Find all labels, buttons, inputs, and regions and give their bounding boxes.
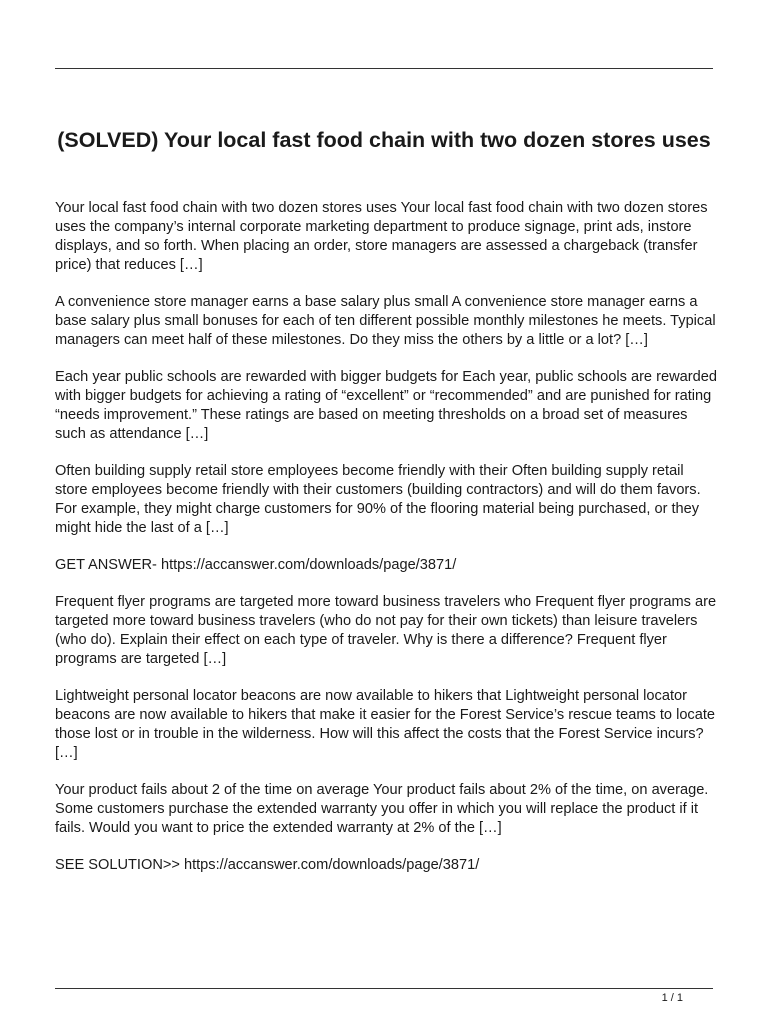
document-title: (SOLVED) Your local fast food chain with two dozen stores uses <box>57 128 711 152</box>
paragraph-building-supply: Often building supply retail store employees become friendly with their Often building supply retail store employees become friendly with their customers (building contractors) and will do them favors. For example, they might charge customers for 90% of the flooring material being purchased, or they might hide the last of a […] <box>55 463 701 536</box>
paragraph-convenience-store: A convenience store manager earns a base salary plus small A convenience store manager earns a base salary plus small bonuses for each of ten different possible monthly milestones he meets. Typical managers can meet half of these milestones. Do they miss the others by a little or a lot? […] <box>55 294 716 348</box>
header-rule <box>55 68 713 69</box>
document-body <box>55 199 717 893</box>
paragraph-public-schools: Each year public schools are rewarded with bigger budgets for Each year, public schools are rewarded with bigger budgets for achieving a rating of “excellent” or “recommended” and are punished for rating “needs improvement.” These ratings are based on meeting thresholds on a broad set of measures such as attendance […] <box>55 369 717 442</box>
page-number: 1 / 1 <box>661 992 683 1004</box>
paragraph-product-warranty: Your product fails about 2 of the time on average Your product fails about 2% of the time, on average. Some customers purchase the extended warranty you offer in which you will replace the product if it fails. Would you want to price the extended warranty at 2% of the […] <box>55 782 709 836</box>
paragraph-frequent-flyer: Frequent flyer programs are targeted more toward business travelers who Frequent flyer programs are targeted more toward business travelers (who do not pay for their own tickets) than leisure travelers (who do). Explain their effect on each type of traveler. Why is there a difference? Frequent flyer programs are targeted […] <box>55 594 717 667</box>
paragraph-fast-food-chain: Your local fast food chain with two dozen stores uses Your local fast food chain with two dozen stores uses the company’s internal corporate marketing department to produce signage, print ads, instore displays, and so forth. When placing an order, store managers are assessed a chargeback (transfer price) that reduces […] <box>55 200 708 273</box>
footer-rule <box>55 988 713 989</box>
paragraph-locator-beacons: Lightweight personal locator beacons are now available to hikers that Lightweight personal locator beacons are now available to hikers that make it easier for the Forest Service’s rescue teams to locate those lost or in trouble in the wilderness. How will this affect the costs that the Forest Service incurs? […] <box>55 688 716 761</box>
get-answer-link[interactable]: GET ANSWER- https://accanswer.com/downloads/page/3871/ <box>55 557 457 573</box>
see-solution-link[interactable]: SEE SOLUTION>> https://accanswer.com/downloads/page/3871/ <box>55 857 480 873</box>
